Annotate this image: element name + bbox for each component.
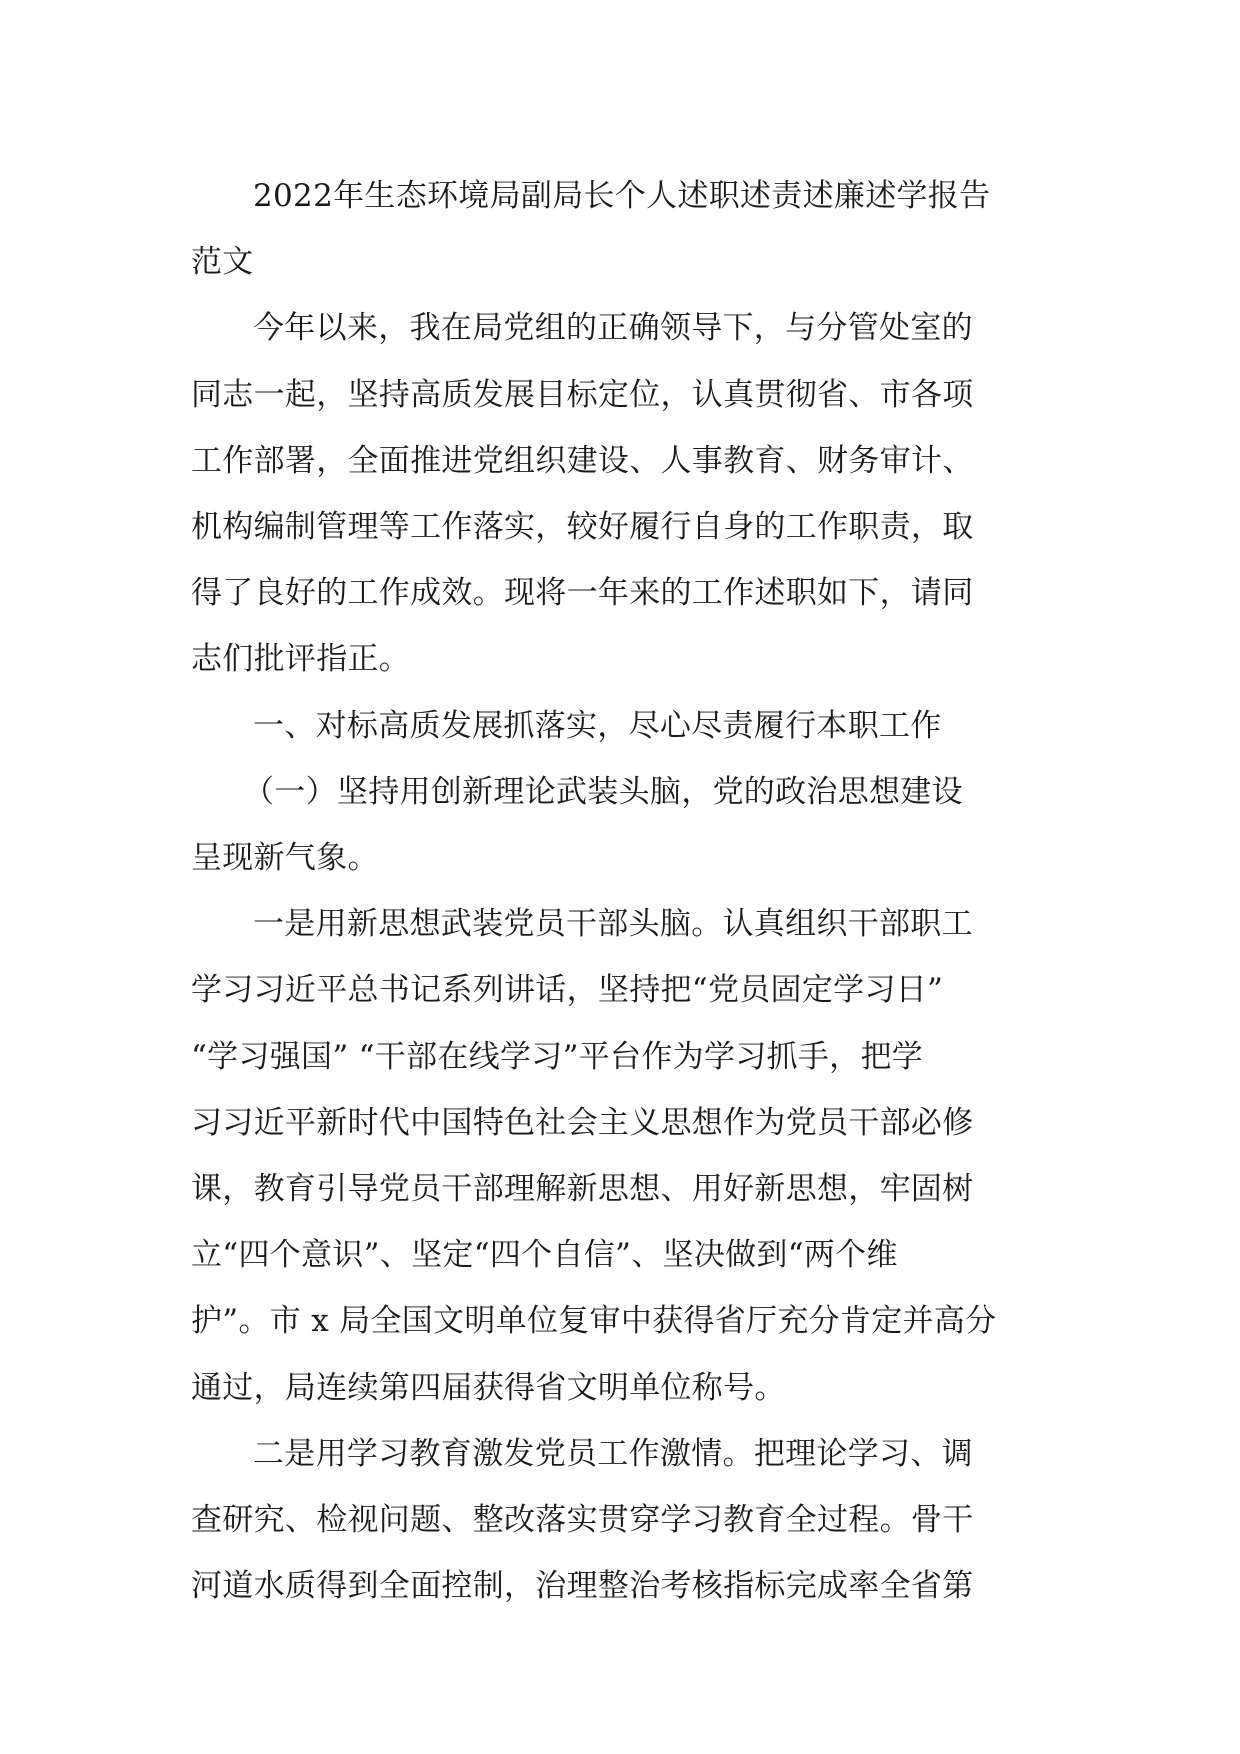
document-body xyxy=(191,163,1051,1619)
subsection-heading: （一）坚持用创新理论武装头脑，党的政治思想建设 呈现新气象。 xyxy=(191,773,963,877)
body-paragraph-1: 一是用新思想武装党员干部头脑。认真组织干部职工 学习习近平总书记系列讲话，坚持把“党员固定学习日” “学习强国” “干部在线学习”平台作为学习抓手，把学 习习近平新时代中国特色社会主义思想作为党员干部必修 课，教育引导党员干部理解新思想、用好新思想，牢固树 立“四个意识”、坚定“四个自信”、坚决做到“两个维 护”。市 x 局全国文明单位复审中获得省厅充分肯定并高分 通过，局连续第四届获得省文明单位称号。 xyxy=(191,906,997,1406)
body-paragraph-2: 二是用学习教育激发党员工作激情。把理论学习、调 查研究、检视问题、整改落实贯穿学习教育全过程。骨干 河道水质得到全面控制，治理整治考核指标完成率全省第 xyxy=(191,1435,974,1605)
intro-paragraph: 今年以来，我在局党组的正确领导下，与分管处室的 同志一起，坚持高质发展目标定位，认真贯彻省、市各项 工作部署，全面推进党组织建设、人事教育、财务审计、 机构编制管理等工作落实，较好履行自身的工作职责，取 得了良好的工作成效。现将一年来的工作述职如下，请同 志们批评指正。 xyxy=(191,310,974,678)
document-title: 2022年生态环境局副局长个人述职述责述廉述学报告 范文 xyxy=(191,178,991,281)
section-heading: 一、对标高质发展抓落实，尽心尽责履行本职工作 xyxy=(253,707,942,744)
